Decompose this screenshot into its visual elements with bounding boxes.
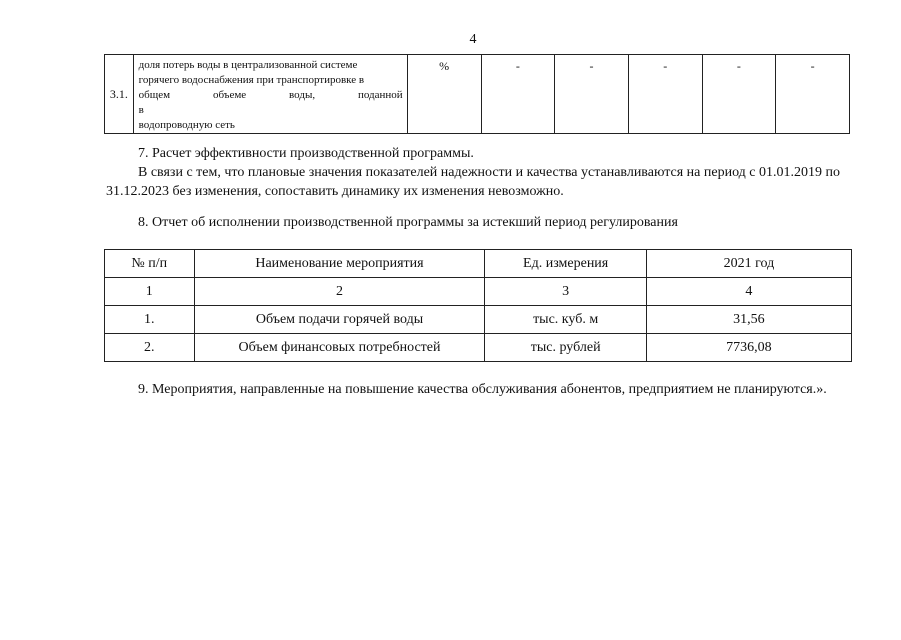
value-cell: - <box>776 55 850 134</box>
table-cell: Объем подачи горячей воды <box>194 306 485 334</box>
indicator-description <box>133 55 407 134</box>
description-line <box>139 88 403 118</box>
table-cell: 7736,08 <box>646 334 851 362</box>
section-8-heading: 8. Отчет об исполнении производственной программы за истекший период регулирования <box>138 215 678 230</box>
table-cell: тыс. куб. м <box>485 306 646 334</box>
unit-cell: % <box>407 55 481 134</box>
description-line-text: общем объеме воды, поданной в <box>138 89 403 116</box>
section-7-text: В связи с тем, что плановые значения показателей надежности и качества устанавливаются на период с 01.01.2019 по 31.12.2023 без изменения, сопоставить динамику их изменения невозможно. <box>106 165 840 199</box>
table-cell: 31,56 <box>646 306 851 334</box>
section-9-text: 9. Мероприятия, направленные на повышение качества обслуживания абонентов, предприятием не планируются.». <box>138 382 827 397</box>
section-7-heading: 7. Расчет эффективности производственной программы. <box>138 146 474 161</box>
description-line: водопроводную сеть <box>138 119 235 131</box>
table-row <box>105 334 852 362</box>
value-cell: - <box>702 55 776 134</box>
value-cell: - <box>628 55 702 134</box>
indicator-table <box>104 54 850 134</box>
table-row <box>105 306 852 334</box>
table-row <box>105 55 850 134</box>
table-cell: 2. <box>105 334 195 362</box>
value-cell: - <box>555 55 629 134</box>
row-number: 3.1. <box>105 55 134 134</box>
table-cell: Объем финансовых потребностей <box>194 334 485 362</box>
column-header: 2021 год <box>646 250 851 278</box>
page-number: 4 <box>469 32 477 47</box>
value-cell: - <box>481 55 555 134</box>
column-number: 4 <box>646 278 851 306</box>
table-header-row <box>105 250 852 278</box>
column-number: 3 <box>485 278 646 306</box>
column-number: 1 <box>105 278 195 306</box>
table-cell: 1. <box>105 306 195 334</box>
description-line: горячего водоснабжения при транспортировке в <box>138 74 365 86</box>
table-cell: тыс. рублей <box>485 334 646 362</box>
report-table <box>104 249 852 362</box>
column-header: Ед. измерения <box>485 250 646 278</box>
table-row <box>105 278 852 306</box>
column-header: № п/п <box>105 250 195 278</box>
description-line: доля потерь воды в централизованной системе <box>138 59 358 71</box>
column-header: Наименование мероприятия <box>194 250 485 278</box>
column-number: 2 <box>194 278 485 306</box>
